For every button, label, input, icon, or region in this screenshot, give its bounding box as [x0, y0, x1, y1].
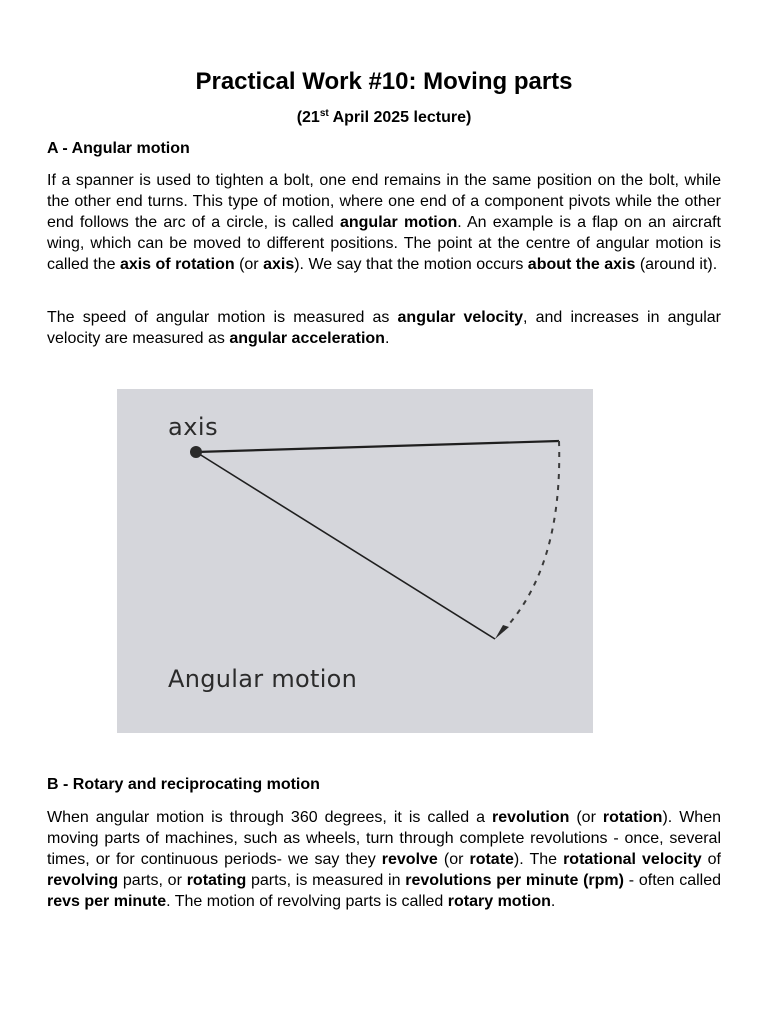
figure-caption: Angular motion — [168, 665, 358, 693]
section-a-paragraph-2 — [47, 307, 721, 349]
initial-arm-line — [196, 441, 559, 452]
rotated-arm-line — [196, 452, 495, 639]
bold-term: about the axis — [527, 256, 636, 273]
subtitle-ordinal-suffix: st — [319, 108, 329, 119]
bold-term: angular motion — [339, 214, 458, 231]
bold-term: revolving — [47, 872, 119, 889]
bold-term: axis — [263, 256, 295, 273]
figure-axis-label: axis — [168, 413, 219, 441]
text-run: The speed of angular motion is measured as — [47, 309, 398, 326]
section-a-heading: A - Angular motion — [47, 140, 190, 157]
section-b-paragraph-1 — [47, 807, 721, 912]
subtitle-date-day: (21 — [296, 109, 320, 126]
text-run: ). The — [513, 851, 564, 868]
text-run: - often called — [624, 872, 722, 889]
text-run: When angular motion is through 360 degrees, it is called a — [47, 809, 493, 826]
section-a-paragraph-1 — [47, 170, 721, 275]
text-run: , and increases in angular velocity are measured as — [47, 309, 721, 347]
motion-arc-path — [501, 441, 559, 633]
bold-term: angular velocity — [397, 309, 524, 326]
bold-term: revolutions per minute (rpm) — [405, 872, 624, 889]
bold-term: rotate — [469, 851, 514, 868]
text-run: (around it). — [635, 256, 718, 273]
arc-arrowhead-icon — [495, 625, 509, 639]
text-run: . — [550, 893, 556, 910]
text-run: of — [701, 851, 722, 868]
bold-term: revolution — [492, 809, 570, 826]
axis-pivot-icon — [190, 446, 202, 458]
section-b-heading: B - Rotary and reciprocating motion — [47, 776, 320, 793]
text-run: (or — [437, 851, 470, 868]
bold-term: axis of rotation — [119, 256, 235, 273]
text-run: parts, or — [118, 872, 187, 889]
bold-term: rotating — [186, 872, 247, 889]
bold-term: revolve — [381, 851, 438, 868]
text-run: (or — [569, 809, 603, 826]
bold-term: rotational velocity — [563, 851, 702, 868]
text-run: If a spanner is used to tighten a bolt, one end remains in the same position on the bolt, while the other end turns. This type of motion, where one end of a component pivots while the other end follows the arc of a circle, is called — [47, 172, 721, 231]
text-run: . The motion of revolving parts is called — [166, 893, 448, 910]
page-subtitle — [0, 109, 768, 127]
text-run: . — [384, 330, 390, 347]
text-run: . An example is a flap on an aircraft wing, which can be moved to different positions. The point at the centre of angular motion is called the — [47, 214, 721, 273]
text-run: parts, is measured in — [246, 872, 406, 889]
bold-term: rotation — [602, 809, 663, 826]
text-run: ). We say that the motion occurs — [294, 256, 528, 273]
bold-term: angular acceleration — [229, 330, 385, 347]
subtitle-date-rest: April 2025 lecture) — [328, 109, 472, 126]
page-title: Practical Work #10: Moving parts — [195, 68, 573, 95]
angular-motion-figure — [117, 389, 593, 733]
bold-term: rotary motion — [447, 893, 551, 910]
text-run: ). When moving parts of machines, such as wheels, turn through complete revolutions - once, several times, or for continuous periods- we say they — [47, 809, 722, 868]
text-run: (or — [234, 256, 264, 273]
bold-term: revs per minute — [47, 893, 167, 910]
